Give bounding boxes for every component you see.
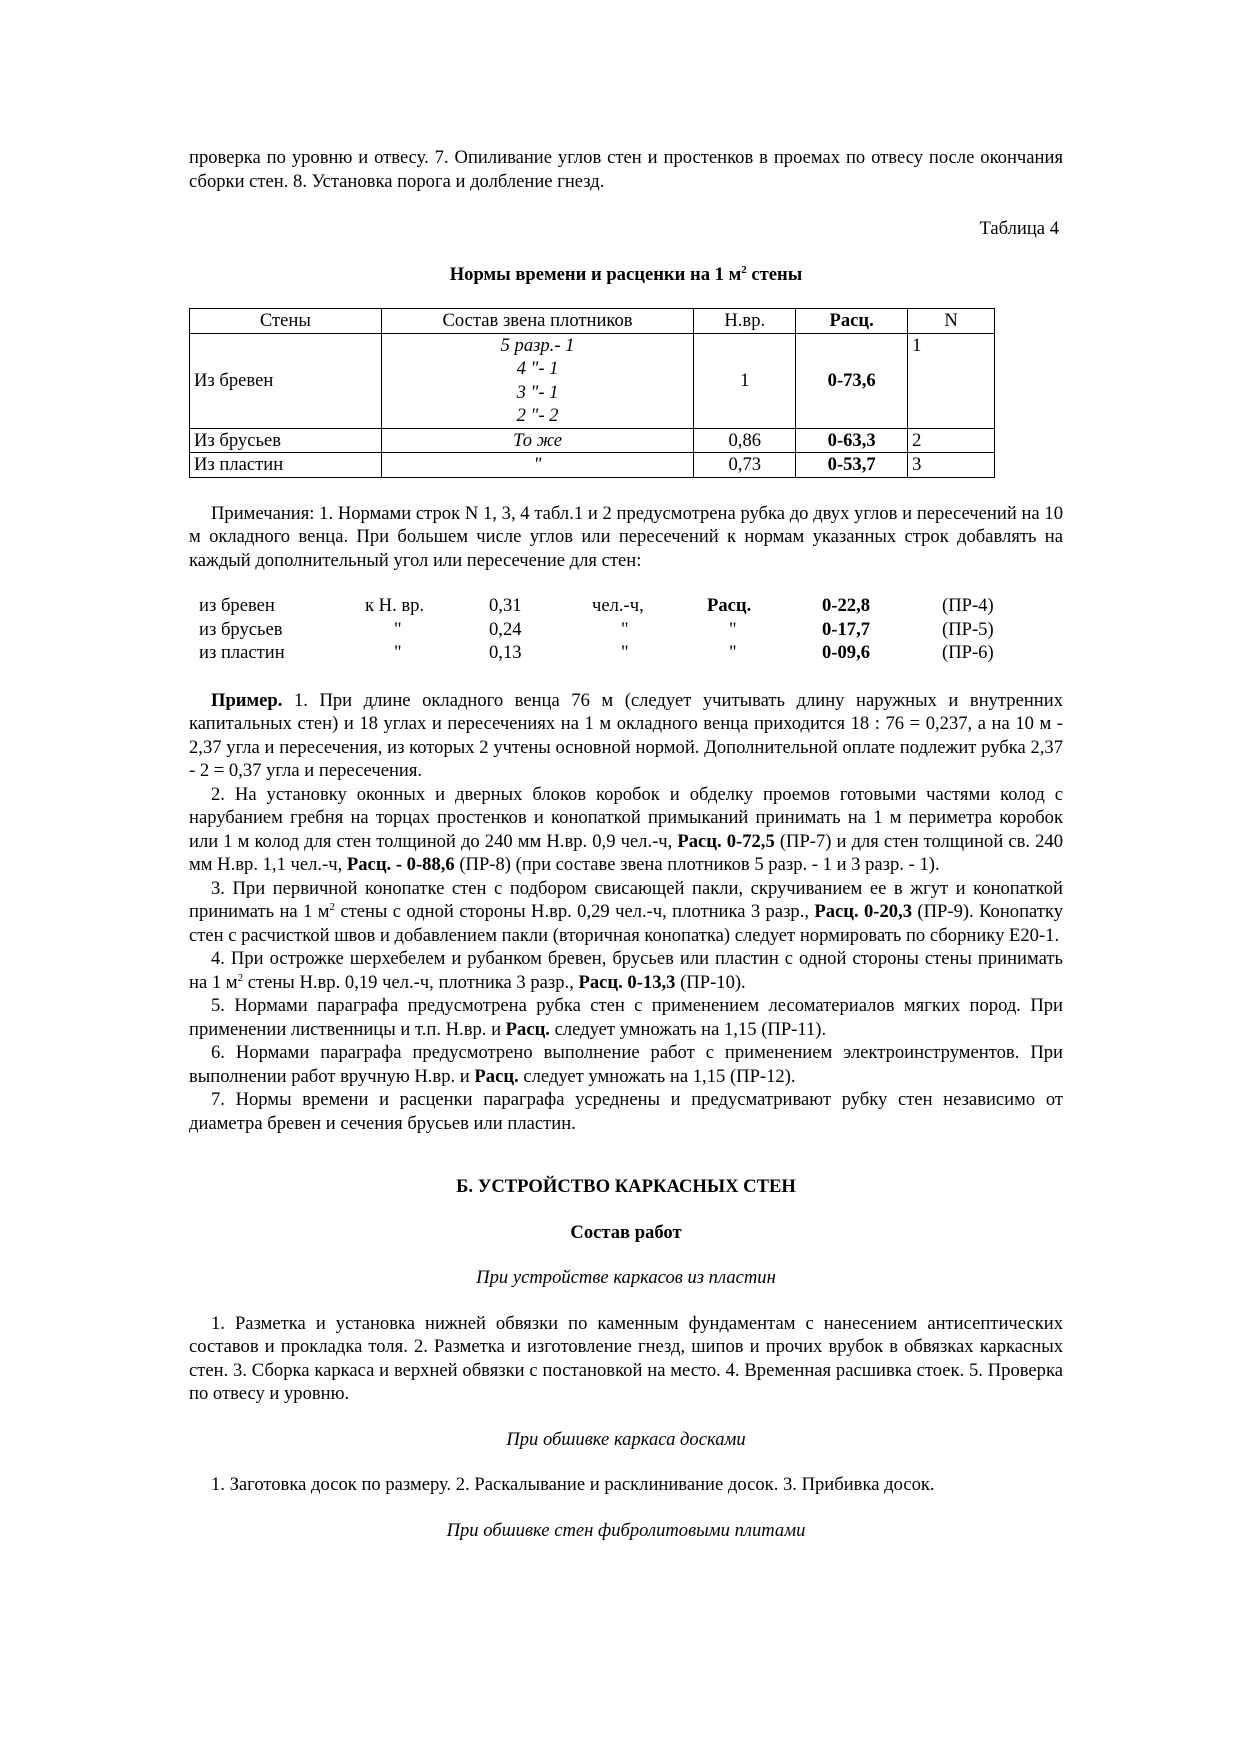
cell-walls: Из бревен (190, 333, 382, 428)
example-text: 2. На установку оконных и дверных блоков коробок и обделку проемов готовыми частями колод с нарубанием гребня на торцах простенков и конопаткой примыканий принимать на 1 м периметра коробок или 1 м колод для стен толщиной до 240 мм Н.вр. 0,9 чел.-ч, (189, 783, 1063, 852)
crew-line: 4 "- 1 (516, 358, 559, 379)
table-label: Таблица 4 (979, 218, 1059, 239)
cell-rasc: 0-63,3 (796, 428, 908, 453)
addition-wall: из бревен (199, 595, 275, 616)
table-title (189, 263, 1063, 287)
example-bold: Расц. 0-20,3 (814, 901, 913, 922)
crew-line: 3 "- 1 (516, 381, 559, 403)
table-row (190, 333, 995, 428)
example-text: 5. Нормами параграфа предусмотрена рубка стен с применением лесоматериалов мягких пород. При применении лиственницы и т.п. Н.вр. и (189, 995, 1063, 1040)
addition-unit: " (621, 642, 629, 663)
addition-code: (ПР-4) (942, 595, 994, 616)
addition-row (189, 618, 1063, 642)
addition-rasc: 0-09,6 (822, 642, 871, 663)
example-text: стены Н.вр. 0,19 чел.-ч, плотника 3 разр., (243, 971, 579, 993)
example-bold: Расц. (505, 1018, 550, 1040)
example-paragraph-7: 7. Нормы времени и расценки параграфа усреднены и предусматривают рубку стен независимо от диаметра бревен и сечения брусьев или пластин. (189, 1089, 1063, 1134)
crew-line: 2 "- 2 (516, 405, 559, 426)
norms-table (189, 308, 995, 478)
addition-value: 0,31 (489, 595, 522, 616)
addition-rasc-label: Расц. (707, 595, 752, 616)
cell-nvr: 1 (694, 333, 796, 428)
example-paragraph-1 (189, 689, 1063, 783)
cell-crew (381, 333, 694, 428)
addition-row (189, 641, 1063, 665)
addition-code: (ПР-5) (942, 618, 994, 640)
cell-nvr: 0,73 (694, 453, 796, 478)
addition-rasc-label: " (729, 618, 737, 640)
document-page (189, 146, 1063, 1542)
subsection-heading-2: При обшивке каркаса досками (506, 1428, 746, 1450)
example-paragraph-2 (189, 783, 1063, 877)
example-text: 3. При первичной конопатке стен с подбором свисающей пакли, скручиванием ее в жгут и конопаткой принимать на 1 м (189, 877, 1063, 922)
example-paragraph-4 (189, 947, 1063, 994)
example-text: следует умножать на 1,15 (ПР-11). (549, 1018, 827, 1040)
intro-paragraph: проверка по уровню и отвесу. 7. Опиливание углов стен и простенков в проемах по отвесу после окончания сборки стен. 8. Установка порога и долбление гнезд. (189, 147, 1063, 192)
header-nvr: Н.вр. (694, 309, 796, 334)
example-paragraph-3 (189, 877, 1063, 948)
example-sup: 2 (237, 971, 244, 984)
addition-rasc-label: " (729, 642, 737, 663)
example-text: следует умножать на 1,15 (ПР-12). (518, 1065, 796, 1087)
addition-rasc: 0-17,7 (822, 618, 871, 640)
example-bold: Расц. - 0-88,6 (346, 854, 455, 875)
cell-n: 2 (908, 428, 995, 453)
example-sup: 2 (329, 901, 335, 913)
example-paragraph-5 (189, 994, 1063, 1041)
header-crew: Состав звена плотников (381, 309, 694, 334)
header-n: N (908, 309, 995, 334)
example-text: 6. Нормами параграфа предусмотрено выполнение работ с применением электроинструментов. При выполнении работ вручную Н.вр. и (189, 1042, 1063, 1087)
addition-code: (ПР-6) (942, 642, 994, 663)
addition-rasc: 0-22,8 (822, 595, 871, 616)
section-paragraph-1: 1. Разметка и установка нижней обвязки по каменным фундаментам с нанесением антисептических составов и прокладка толя. 2. Разметка и изготовление гнезд, шипов и прочих врубок в обвязках каркасных стен. 3. Сборка каркаса и верхней обвязки с постановкой на место. 4. Временная расшивка стоек. 5. Проверка по отвесу и уровню. (189, 1312, 1063, 1404)
addition-k: " (394, 642, 402, 663)
section-subtitle: Состав работ (570, 1221, 682, 1243)
crew-line: 5 разр.- 1 (500, 334, 575, 356)
addition-unit: " (621, 618, 629, 640)
example-text: 1. При длине окладного венца 76 м (следует учитывать длину наружных и внутренних капитальных стен) и 18 углах и пересечениях на 1 м окладного венца приходится 18 : 76 = 0,237, а на 10 м - 2,37 угла и пересечения, из которых 2 учтены основной нормой. Дополнительной оплате подлежит рубка 2,37 - 2 = 0,37 угла и пересечения. (189, 689, 1063, 781)
example-text: (ПР-7) и для стен толщиной св. 240 мм Н.вр. 1,1 чел.-ч, (189, 830, 1063, 875)
subsection-heading-3: При обшивке стен фибролитовыми плитами (446, 1519, 806, 1541)
table-row (190, 428, 995, 453)
addition-row (189, 594, 1063, 618)
example-bold: Расц. 0-72,5 (677, 830, 775, 852)
crew-line: То же (513, 429, 562, 451)
example-text: 4. При острожке шерхебелем и рубанком бревен, брусьев или пластин с одной стороны стены принимать на 1 м (189, 948, 1063, 993)
table-title-text: Нормы времени и расценки на 1 м (449, 263, 742, 285)
table-title-tail: стены (746, 263, 803, 285)
example-label: Пример. (211, 689, 283, 711)
addition-value: 0,13 (489, 642, 522, 663)
section-paragraph-2: 1. Заготовка досок по размеру. 2. Раскалывание и расклинивание досок. 3. Прибивка досок. (211, 1474, 935, 1495)
example-text: стены с одной стороны Н.вр. 0,29 чел.-ч, плотника 3 разр., (334, 901, 815, 922)
example-bold: Расц. (474, 1065, 519, 1087)
addition-wall: из пластин (199, 642, 285, 663)
cell-n: 3 (908, 453, 995, 478)
example-text: (ПР-10). (675, 971, 746, 993)
example-text: (ПР-8) (при составе звена плотников 5 разр. - 1 и 3 разр. - 1). (454, 854, 940, 875)
header-walls: Стены (190, 309, 382, 334)
crew-line: " (533, 454, 542, 475)
cell-walls: Из пластин (190, 453, 382, 478)
addition-wall: из брусьев (199, 618, 283, 640)
addition-value: 0,24 (489, 618, 522, 640)
header-rasc: Расц. (796, 309, 908, 334)
additions-list (189, 594, 1063, 665)
example-bold: Расц. 0-13,3 (578, 971, 676, 993)
table-title-sup: 2 (741, 263, 747, 276)
cell-crew (381, 453, 694, 478)
table-header-row (190, 309, 995, 334)
section-title: Б. УСТРОЙСТВО КАРКАСНЫХ СТЕН (456, 1176, 796, 1197)
subsection-heading-1: При устройстве каркасов из пластин (476, 1267, 776, 1288)
example-text: (ПР-9). Конопатку стен с расчисткой швов и добавлением пакли (вторичная конопатка) следует нормировать по сборнику Е20-1. (189, 901, 1064, 946)
addition-k: к Н. вр. (365, 595, 425, 616)
example-paragraph-6 (189, 1041, 1063, 1088)
cell-nvr: 0,86 (694, 428, 796, 453)
cell-crew (381, 428, 694, 453)
cell-n: 1 (908, 333, 995, 428)
addition-k: " (394, 618, 402, 640)
cell-walls: Из брусьев (190, 428, 382, 453)
addition-unit: чел.-ч, (592, 595, 644, 616)
table-row (190, 453, 995, 478)
notes-paragraph: Примечания: 1. Нормами строк N 1, 3, 4 табл.1 и 2 предусмотрена рубка до двух углов и пересечений на 10 м окладного венца. При большем числе углов или пересечений к нормам указанных строк добавлять на каждый дополнительный угол или пересечение для стен: (189, 502, 1063, 571)
cell-rasc: 0-73,6 (796, 333, 908, 428)
cell-rasc: 0-53,7 (796, 453, 908, 478)
